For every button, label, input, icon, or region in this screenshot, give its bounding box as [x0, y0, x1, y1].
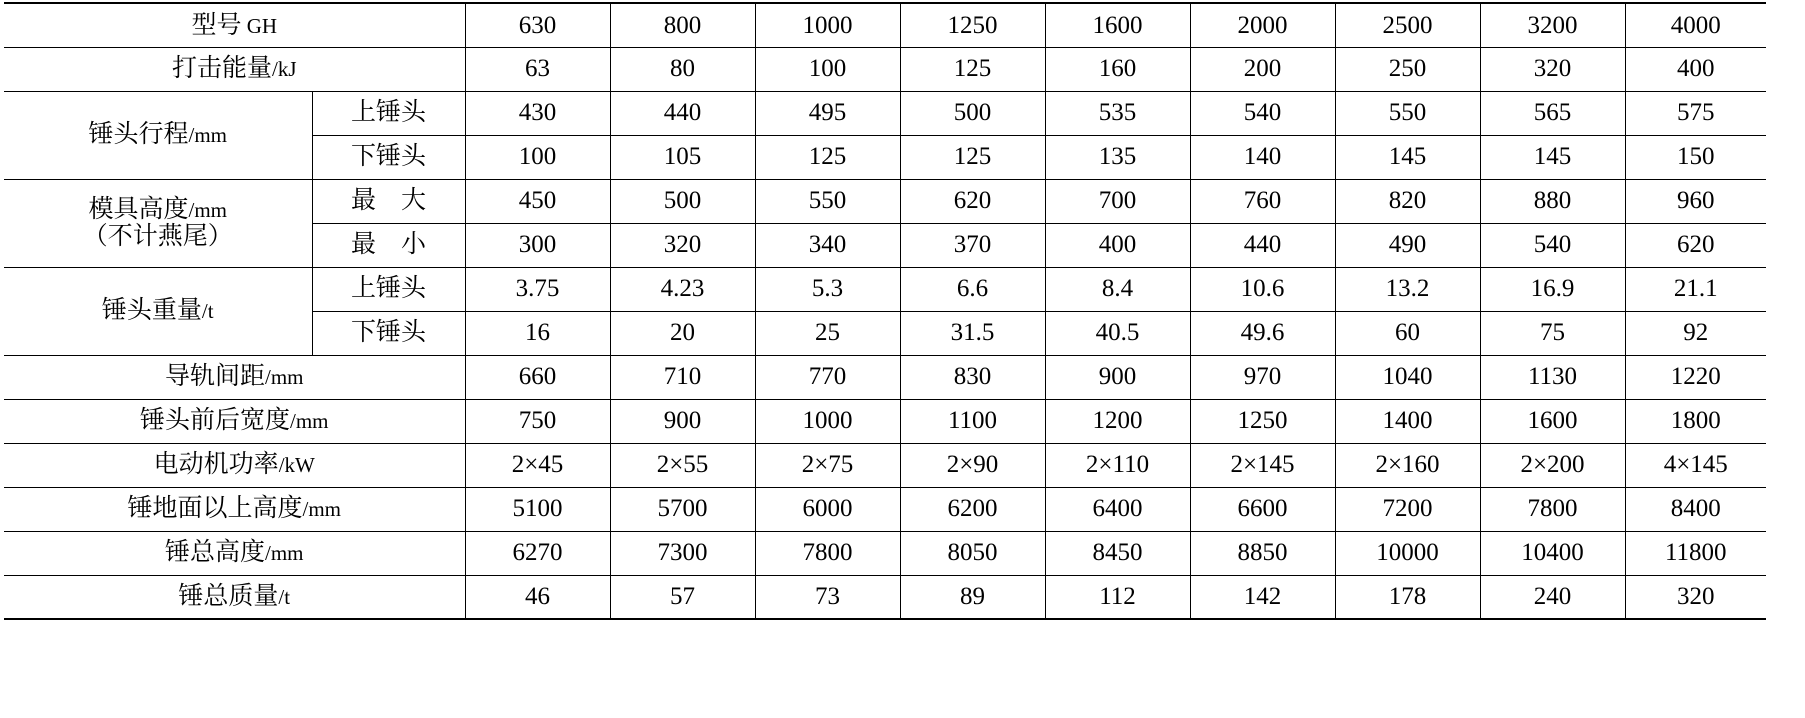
cell-hammer-width-3: 1100	[900, 399, 1045, 443]
label-die-height-unit: /mm	[188, 197, 228, 222]
cell-rail-gap-6: 1040	[1335, 355, 1480, 399]
cell-total-mass-5: 142	[1190, 575, 1335, 619]
cell-motor-power-1: 2×55	[610, 443, 755, 487]
sub-label-weight-lower: 下锤头	[312, 311, 465, 355]
cell-height-ground-5: 6600	[1190, 487, 1335, 531]
label-die-height-text: 模具高度	[88, 195, 189, 223]
label-rail-gap-text: 导轨间距	[164, 363, 265, 391]
spec-table-page	[0, 2, 1805, 718]
cell-die-min-0: 300	[465, 223, 610, 267]
cell-stroke-lower-6: 145	[1335, 135, 1480, 179]
cell-model-8: 4000	[1625, 3, 1766, 47]
cell-stroke-lower-1: 105	[610, 135, 755, 179]
sub-label-stroke-lower: 下锤头	[312, 135, 465, 179]
cell-stroke-lower-5: 140	[1190, 135, 1335, 179]
row-label-total-mass	[4, 575, 465, 619]
cell-hammer-width-0: 750	[465, 399, 610, 443]
cell-die-max-6: 820	[1335, 179, 1480, 223]
table-row-total-height	[4, 531, 1766, 575]
cell-rail-gap-7: 1130	[1480, 355, 1625, 399]
cell-die-min-2: 340	[755, 223, 900, 267]
cell-rail-gap-5: 970	[1190, 355, 1335, 399]
label-model-code: GH	[241, 13, 278, 38]
cell-total-mass-4: 112	[1045, 575, 1190, 619]
sub-label-weight-upper: 上锤头	[312, 267, 465, 311]
cell-die-max-1: 500	[610, 179, 755, 223]
cell-hammer-width-8: 1800	[1625, 399, 1766, 443]
cell-hammer-width-7: 1600	[1480, 399, 1625, 443]
cell-energy-4: 160	[1045, 47, 1190, 91]
cell-model-1: 800	[610, 3, 755, 47]
cell-total-height-4: 8450	[1045, 531, 1190, 575]
cell-die-min-5: 440	[1190, 223, 1335, 267]
cell-rail-gap-0: 660	[465, 355, 610, 399]
cell-model-2: 1000	[755, 3, 900, 47]
cell-energy-0: 63	[465, 47, 610, 91]
row-label-total-height	[4, 531, 465, 575]
label-hammer-weight-text: 锤头重量	[101, 297, 202, 325]
cell-weight-lower-1: 20	[610, 311, 755, 355]
cell-die-min-8: 620	[1625, 223, 1766, 267]
cell-motor-power-6: 2×160	[1335, 443, 1480, 487]
table-row-height-above-ground	[4, 487, 1766, 531]
label-hammer-width-unit: /mm	[290, 409, 329, 434]
cell-weight-lower-5: 49.6	[1190, 311, 1335, 355]
cell-weight-upper-2: 5.3	[755, 267, 900, 311]
cell-weight-upper-8: 21.1	[1625, 267, 1766, 311]
cell-hammer-width-1: 900	[610, 399, 755, 443]
cell-total-height-8: 11800	[1625, 531, 1766, 575]
table-row-stroke-upper	[4, 91, 1766, 135]
label-hammer-weight-unit: /t	[201, 299, 214, 324]
cell-weight-upper-1: 4.23	[610, 267, 755, 311]
cell-height-ground-1: 5700	[610, 487, 755, 531]
cell-total-height-1: 7300	[610, 531, 755, 575]
label-energy-text: 打击能量	[171, 55, 272, 83]
cell-hammer-width-6: 1400	[1335, 399, 1480, 443]
cell-energy-1: 80	[610, 47, 755, 91]
cell-stroke-upper-5: 540	[1190, 91, 1335, 135]
cell-die-min-1: 320	[610, 223, 755, 267]
cell-rail-gap-1: 710	[610, 355, 755, 399]
cell-total-mass-8: 320	[1625, 575, 1766, 619]
label-total-height-text: 锤总高度	[164, 539, 265, 567]
cell-weight-upper-5: 10.6	[1190, 267, 1335, 311]
table-row-model	[4, 3, 1766, 47]
label-total-height-unit: /mm	[265, 541, 304, 566]
label-rail-gap-unit: /mm	[265, 365, 304, 390]
cell-stroke-upper-1: 440	[610, 91, 755, 135]
cell-total-mass-6: 178	[1335, 575, 1480, 619]
table-row-die-height-max	[4, 179, 1766, 223]
cell-weight-upper-3: 6.6	[900, 267, 1045, 311]
cell-total-height-2: 7800	[755, 531, 900, 575]
specification-table	[4, 2, 1766, 620]
cell-model-5: 2000	[1190, 3, 1335, 47]
table-row-hammer-weight-upper	[4, 267, 1766, 311]
cell-weight-lower-3: 31.5	[900, 311, 1045, 355]
row-label-model	[4, 3, 465, 47]
cell-hammer-width-2: 1000	[755, 399, 900, 443]
cell-energy-3: 125	[900, 47, 1045, 91]
cell-stroke-lower-2: 125	[755, 135, 900, 179]
label-die-height-line2: （不计燕尾）	[82, 223, 233, 250]
cell-total-height-7: 10400	[1480, 531, 1625, 575]
cell-rail-gap-4: 900	[1045, 355, 1190, 399]
cell-weight-lower-7: 75	[1480, 311, 1625, 355]
cell-stroke-upper-7: 565	[1480, 91, 1625, 135]
cell-motor-power-5: 2×145	[1190, 443, 1335, 487]
cell-height-ground-4: 6400	[1045, 487, 1190, 531]
cell-motor-power-0: 2×45	[465, 443, 610, 487]
cell-motor-power-3: 2×90	[900, 443, 1045, 487]
cell-hammer-width-4: 1200	[1045, 399, 1190, 443]
cell-height-ground-8: 8400	[1625, 487, 1766, 531]
cell-energy-7: 320	[1480, 47, 1625, 91]
label-motor-power-text: 电动机功率	[153, 451, 279, 479]
cell-die-max-8: 960	[1625, 179, 1766, 223]
cell-stroke-upper-2: 495	[755, 91, 900, 135]
cell-energy-2: 100	[755, 47, 900, 91]
cell-stroke-upper-4: 535	[1045, 91, 1190, 135]
cell-stroke-lower-3: 125	[900, 135, 1045, 179]
label-model-text: 型号	[191, 11, 242, 39]
cell-rail-gap-8: 1220	[1625, 355, 1766, 399]
cell-die-min-4: 400	[1045, 223, 1190, 267]
cell-total-height-6: 10000	[1335, 531, 1480, 575]
cell-weight-upper-0: 3.75	[465, 267, 610, 311]
cell-weight-lower-0: 16	[465, 311, 610, 355]
table-row-hammer-width	[4, 399, 1766, 443]
row-label-die-height	[4, 179, 312, 267]
sub-label-stroke-upper: 上锤头	[312, 91, 465, 135]
label-stroke-text: 锤头行程	[88, 121, 189, 149]
cell-die-max-7: 880	[1480, 179, 1625, 223]
cell-weight-upper-7: 16.9	[1480, 267, 1625, 311]
cell-stroke-upper-6: 550	[1335, 91, 1480, 135]
cell-model-7: 3200	[1480, 3, 1625, 47]
cell-model-0: 630	[465, 3, 610, 47]
sub-label-die-min: 最 小	[312, 223, 465, 267]
cell-hammer-width-5: 1250	[1190, 399, 1335, 443]
cell-energy-6: 250	[1335, 47, 1480, 91]
cell-model-3: 1250	[900, 3, 1045, 47]
cell-stroke-upper-8: 575	[1625, 91, 1766, 135]
cell-motor-power-8: 4×145	[1625, 443, 1766, 487]
cell-total-height-0: 6270	[465, 531, 610, 575]
cell-die-max-2: 550	[755, 179, 900, 223]
table-row-total-mass	[4, 575, 1766, 619]
cell-die-max-5: 760	[1190, 179, 1335, 223]
cell-stroke-upper-3: 500	[900, 91, 1045, 135]
cell-motor-power-7: 2×200	[1480, 443, 1625, 487]
cell-weight-upper-6: 13.2	[1335, 267, 1480, 311]
cell-weight-upper-4: 8.4	[1045, 267, 1190, 311]
label-die-height-line1	[6, 196, 310, 224]
cell-stroke-upper-0: 430	[465, 91, 610, 135]
cell-energy-5: 200	[1190, 47, 1335, 91]
row-label-motor-power	[4, 443, 465, 487]
cell-total-mass-0: 46	[465, 575, 610, 619]
row-label-rail-gap	[4, 355, 465, 399]
cell-weight-lower-4: 40.5	[1045, 311, 1190, 355]
label-energy-unit: /kJ	[272, 57, 297, 82]
cell-stroke-lower-0: 100	[465, 135, 610, 179]
cell-weight-lower-6: 60	[1335, 311, 1480, 355]
table-row-impact-energy	[4, 47, 1766, 91]
label-hammer-width-text: 锤头前后宽度	[139, 407, 290, 435]
cell-total-mass-7: 240	[1480, 575, 1625, 619]
cell-total-height-5: 8850	[1190, 531, 1335, 575]
cell-weight-lower-8: 92	[1625, 311, 1766, 355]
cell-height-ground-6: 7200	[1335, 487, 1480, 531]
cell-stroke-lower-4: 135	[1045, 135, 1190, 179]
cell-total-mass-1: 57	[610, 575, 755, 619]
table-row-motor-power	[4, 443, 1766, 487]
cell-total-mass-2: 73	[755, 575, 900, 619]
cell-die-min-7: 540	[1480, 223, 1625, 267]
cell-total-mass-3: 89	[900, 575, 1045, 619]
cell-die-max-0: 450	[465, 179, 610, 223]
cell-height-ground-7: 7800	[1480, 487, 1625, 531]
cell-height-ground-0: 5100	[465, 487, 610, 531]
cell-weight-lower-2: 25	[755, 311, 900, 355]
row-label-hammer-weight	[4, 267, 312, 355]
sub-label-die-max: 最 大	[312, 179, 465, 223]
label-total-mass-unit: /t	[278, 585, 291, 609]
row-label-stroke	[4, 91, 312, 179]
row-label-impact-energy	[4, 47, 465, 91]
cell-die-min-3: 370	[900, 223, 1045, 267]
cell-die-max-3: 620	[900, 179, 1045, 223]
cell-die-min-6: 490	[1335, 223, 1480, 267]
cell-energy-8: 400	[1625, 47, 1766, 91]
label-total-mass-text: 锤总质量	[178, 583, 279, 610]
label-height-above-ground-unit: /mm	[302, 497, 342, 522]
cell-stroke-lower-7: 145	[1480, 135, 1625, 179]
row-label-height-above-ground	[4, 487, 465, 531]
row-label-hammer-width	[4, 399, 465, 443]
cell-motor-power-2: 2×75	[755, 443, 900, 487]
label-height-above-ground-text: 锤地面以上高度	[127, 495, 303, 523]
label-motor-power-unit: /kW	[278, 453, 315, 478]
table-row-rail-gap	[4, 355, 1766, 399]
cell-stroke-lower-8: 150	[1625, 135, 1766, 179]
cell-rail-gap-2: 770	[755, 355, 900, 399]
cell-height-ground-3: 6200	[900, 487, 1045, 531]
cell-model-6: 2500	[1335, 3, 1480, 47]
cell-height-ground-2: 6000	[755, 487, 900, 531]
cell-total-height-3: 8050	[900, 531, 1045, 575]
label-stroke-unit: /mm	[188, 123, 228, 148]
cell-rail-gap-3: 830	[900, 355, 1045, 399]
cell-model-4: 1600	[1045, 3, 1190, 47]
cell-motor-power-4: 2×110	[1045, 443, 1190, 487]
cell-die-max-4: 700	[1045, 179, 1190, 223]
